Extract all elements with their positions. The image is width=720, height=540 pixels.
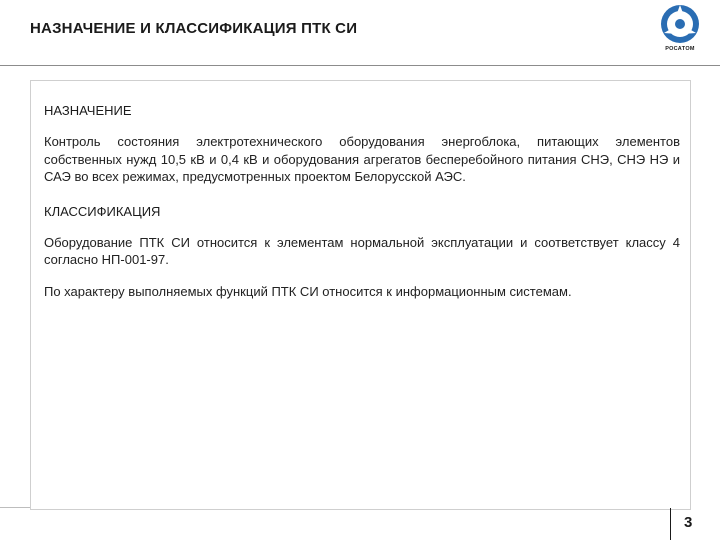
page-number: 3 bbox=[684, 514, 693, 531]
classification-heading: КЛАССИФИКАЦИЯ bbox=[44, 203, 161, 219]
page-title: НАЗНАЧЕНИЕ И КЛАССИФИКАЦИЯ ПТК СИ bbox=[30, 20, 358, 37]
rosatom-logo bbox=[652, 2, 708, 62]
slide-header bbox=[0, 0, 720, 66]
purpose-paragraph: Контроль состояния электротехнического оборудования энергоблока, питающих элементов собственных нужд 10,5 кВ и 0,4 кВ и оборудования агрегатов бесперебойного питания СНЭ, СНЭ НЭ и САЭ во всех режимах, предусмотренных проектом Белорусской АЭС. bbox=[44, 134, 680, 184]
purpose-heading: НАЗНАЧЕНИЕ bbox=[44, 103, 132, 118]
footer-divider bbox=[0, 507, 30, 508]
page-number-separator bbox=[670, 508, 671, 540]
classification-paragraph-2: По характеру выполняемых функций ПТК СИ относится к информационным системам. bbox=[44, 283, 572, 299]
classification-paragraph-1: Оборудование ПТК СИ относится к элементам нормальной эксплуатации и соответствует классу 4 согласно НП-001-97. bbox=[44, 234, 680, 267]
content-body bbox=[44, 103, 680, 318]
atom-emblem-icon bbox=[658, 2, 702, 46]
logo-text: РОСАТОМ bbox=[665, 46, 695, 52]
header-divider bbox=[0, 65, 720, 66]
